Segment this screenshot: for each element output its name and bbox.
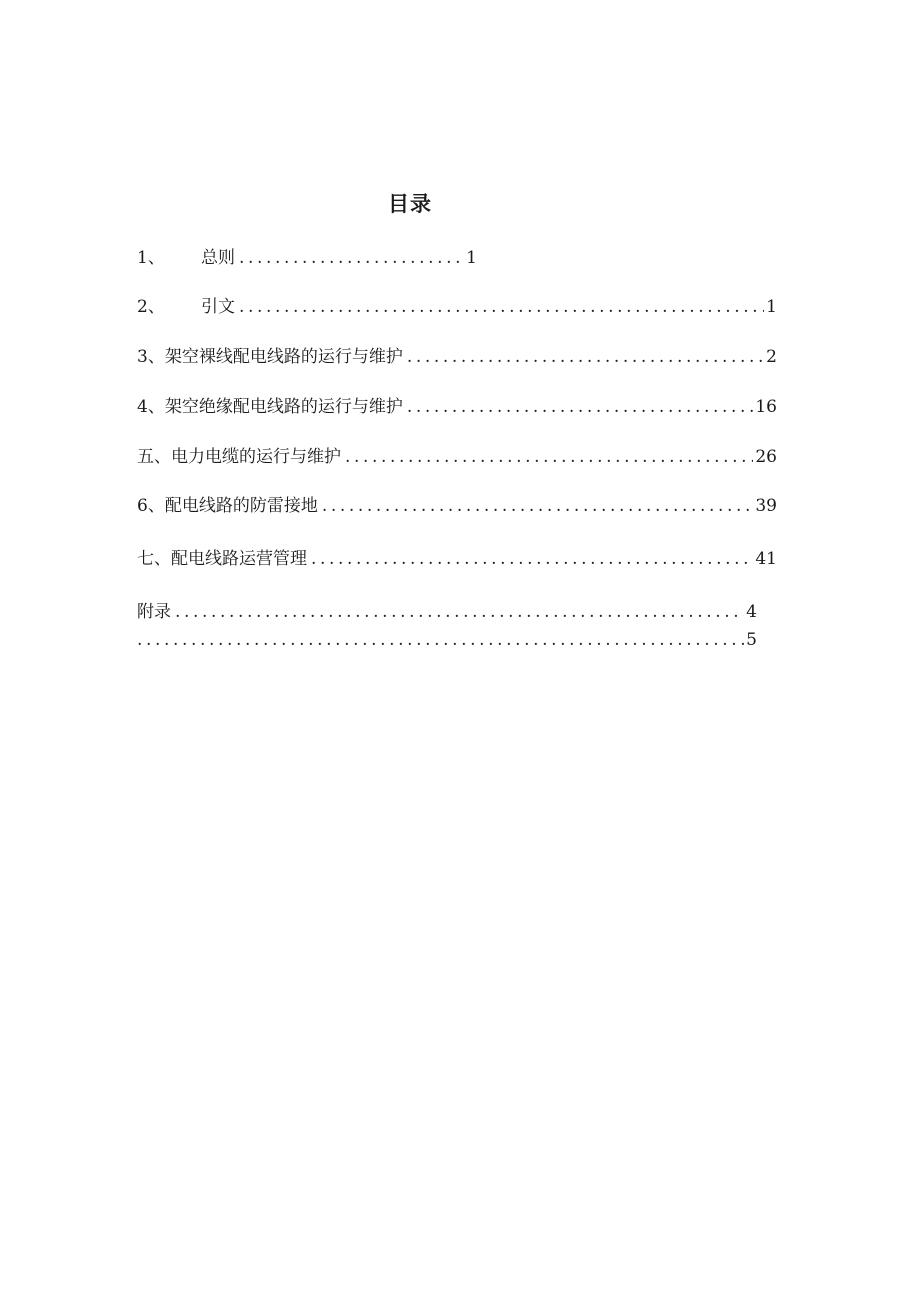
toc-entry-label: 引文 (201, 297, 235, 317)
toc-leader-dots (239, 245, 464, 271)
toc-entry-page: 26 (755, 447, 777, 467)
toc-entry-page: 41 (755, 549, 777, 569)
toc-entry-label: 电力电缆的运行与维护 (171, 447, 341, 467)
toc-entry[interactable] (137, 627, 757, 653)
toc-entry[interactable] (137, 493, 777, 519)
toc-entry-page: 16 (755, 397, 777, 417)
toc-entry-number: 6、 (137, 496, 165, 516)
toc-leader-dots (322, 493, 754, 519)
toc-leader-dots (175, 599, 744, 625)
toc-entry-number: 五、 (137, 447, 171, 467)
toc-entry-page: 5 (746, 630, 757, 650)
toc-leader-dots (407, 394, 754, 420)
toc-entry[interactable] (137, 245, 477, 271)
toc-entry-number: 七、 (137, 549, 171, 569)
toc-title: 目录 (388, 192, 432, 216)
toc-entry-number: 2、 (137, 297, 165, 317)
toc-entry-label: 配电线路的防雷接地 (164, 496, 318, 516)
toc-entry-number: 4、 (137, 397, 165, 417)
toc-entry-page: 1 (466, 248, 477, 268)
toc-leader-dots (407, 344, 764, 370)
toc-leader-dots (311, 546, 753, 572)
toc-entry[interactable] (137, 294, 777, 320)
toc-entry-page: 1 (766, 297, 777, 317)
toc-entry-label: 总则 (201, 248, 235, 268)
toc-entry[interactable] (137, 344, 777, 370)
toc-leader-dots (239, 294, 764, 320)
toc-entry[interactable] (137, 444, 777, 470)
toc-entry-label: 附录 (137, 602, 171, 622)
toc-entry[interactable] (137, 394, 777, 420)
toc-entry-number: 3、 (137, 347, 165, 367)
toc-entry-label: 架空裸线配电线路的运行与维护 (164, 347, 403, 367)
toc-entry-label: 架空绝缘配电线路的运行与维护 (164, 397, 403, 417)
toc-entry-label: 配电线路运营管理 (171, 549, 307, 569)
toc-entry-page: 2 (766, 347, 777, 367)
toc-entry-number: 1、 (137, 248, 165, 268)
toc-entry[interactable] (137, 599, 757, 625)
toc-leader-dots (137, 627, 744, 653)
toc-leader-dots (345, 444, 753, 470)
toc-entry-page: 39 (755, 496, 777, 516)
toc-entry-page: 4 (746, 602, 757, 622)
toc-entry[interactable] (137, 546, 777, 572)
